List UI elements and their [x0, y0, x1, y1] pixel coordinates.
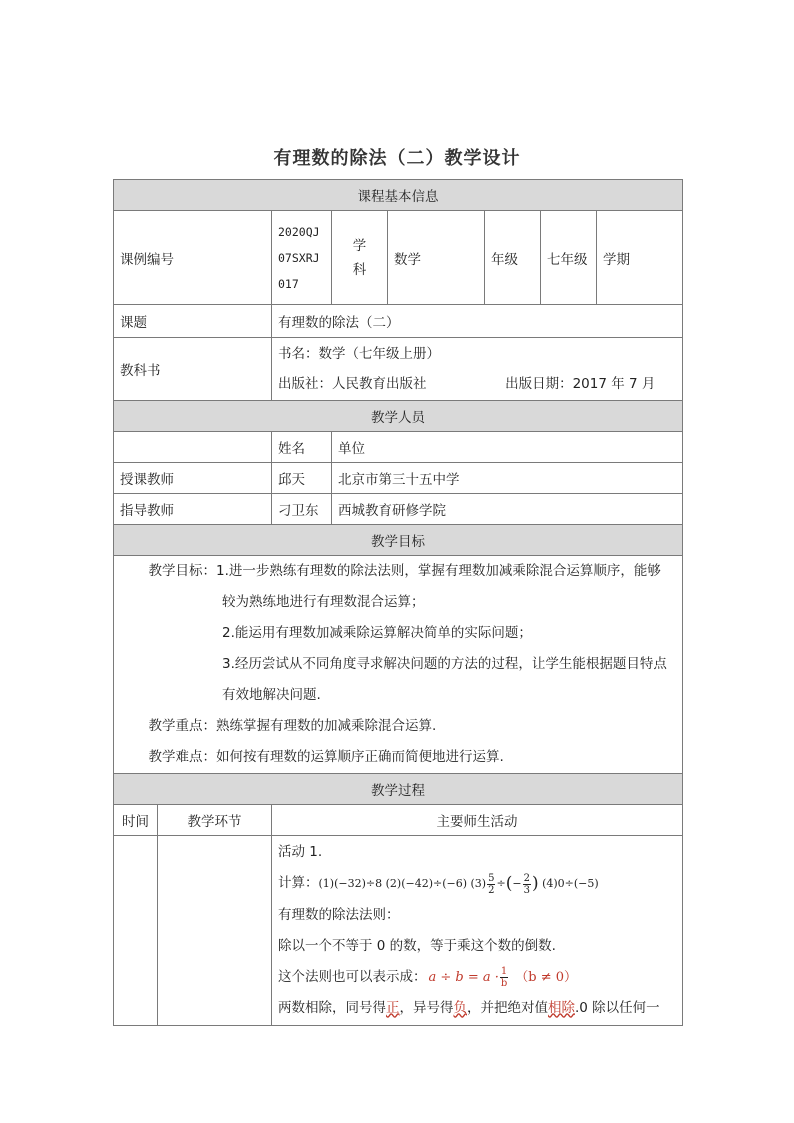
- textbook-row: [114, 338, 683, 401]
- difficulty: 如何按有理数的运算顺序正确而简便地进行运算.: [216, 749, 504, 765]
- goal-1-cont: 较为熟练地进行有理数混合运算；: [222, 594, 425, 610]
- rule-3: 两数相除，同号得正，异号得负，并把绝对值相除.0 除以任何一: [278, 999, 660, 1016]
- goal-1: 1.进一步熟练有理数的除法法则，掌握有理数加减乘除混合运算顺序，能够: [216, 563, 661, 579]
- staff-row: [114, 494, 683, 525]
- grade-value: 七年级: [541, 211, 597, 305]
- staff-name: 刁卫东: [272, 494, 332, 525]
- calc-line: 计算：(1)(−32)÷8 (2)(−42)÷(−6) (3) $\frac{5}{2}$ ÷(− $\frac{2}{3}$ ) (4)0÷(−5): [278, 872, 599, 896]
- staff-name: 邱天: [272, 463, 332, 494]
- lesson-plan-table: [113, 179, 683, 1026]
- stage-cell: [158, 836, 272, 1026]
- key-point: 熟练掌握有理数的加减乘除混合运算.: [216, 718, 437, 734]
- section-staff: [114, 401, 683, 432]
- staff-unit-header: 单位: [332, 432, 683, 463]
- fraction: $\frac{2}{3}$: [523, 872, 530, 896]
- subject-value: 数学: [388, 211, 485, 305]
- topic-row: [114, 305, 683, 338]
- staff-unit: 北京市第三十五中学: [332, 463, 683, 494]
- textbook-publisher: 出版社：人民教育出版社: [278, 376, 427, 392]
- goals-row: [114, 556, 683, 774]
- rule-2: 这个法则也可以表示成： a ÷ b = a · $\frac{1}{b}$ （b ≠ 0）: [278, 965, 578, 989]
- subject-label: 学 科: [332, 211, 388, 305]
- goal-2: 2.能运用有理数加减乘除运算解决简单的实际问题；: [222, 625, 532, 641]
- staff-role: 授课教师: [114, 463, 272, 494]
- key-point-label: 教学重点：: [148, 718, 216, 734]
- rule-1: 除以一个不等于 0 的数，等于乘这个数的倒数.: [278, 937, 556, 954]
- rule-title: 有理数的除法法则：: [278, 906, 400, 923]
- section-process: [114, 774, 683, 805]
- code-label: 课例编号: [114, 211, 272, 305]
- time-cell: [114, 836, 158, 1026]
- section-header: 教学目标: [114, 525, 683, 556]
- goals-label: 教学目标：: [148, 563, 216, 579]
- goals-content: [114, 556, 683, 774]
- staff-header-row: [114, 432, 683, 463]
- process-row: [114, 836, 683, 1026]
- goal-3: 3.经历尝试从不同角度寻求解决问题的方法的过程，让学生能根据题目特点: [222, 656, 667, 672]
- division-formula: a ÷ b = a · $\frac{1}{b}$ （b ≠ 0）: [428, 965, 578, 989]
- difficulty-label: 教学难点：: [148, 749, 216, 765]
- activity-content: [272, 836, 683, 1026]
- term-cell: [597, 211, 683, 305]
- expr-1: (−32)÷8: [334, 877, 383, 891]
- textbook-name: 书名：数学（七年级上册）: [278, 346, 440, 362]
- section-header: 教学过程: [114, 774, 683, 805]
- topic-value: 有理数的除法（二）: [272, 305, 683, 338]
- document-title: 有理数的除法（二）教学设计: [273, 148, 521, 169]
- course-code: 2020QJ 07SXRJ 017: [272, 211, 332, 305]
- term-label: 学期: [603, 251, 630, 268]
- activity-title: 活动 1.: [278, 844, 323, 861]
- section-basic-info: [114, 180, 683, 211]
- staff-name-header: 姓名: [272, 432, 332, 463]
- textbook-date: 出版日期：2017 年 7 月: [505, 376, 656, 392]
- activity-header: 主要师生活动: [272, 805, 683, 836]
- expr-4: 0÷(−5): [557, 877, 599, 891]
- expr-2: (−42)÷(−6): [401, 877, 468, 891]
- staff-role: 指导教师: [114, 494, 272, 525]
- textbook-info: [272, 338, 683, 401]
- section-goals: [114, 525, 683, 556]
- stage-header: 教学环节: [158, 805, 272, 836]
- course-info-row: [114, 211, 683, 305]
- goal-3-cont: 有效地解决问题.: [222, 687, 321, 703]
- staff-unit: 西城教育研修学院: [332, 494, 683, 525]
- section-header: 课程基本信息: [114, 180, 683, 211]
- grade-label: 年级: [485, 211, 541, 305]
- topic-label: 课题: [114, 305, 272, 338]
- staff-row: [114, 463, 683, 494]
- process-header-row: [114, 805, 683, 836]
- time-header: 时间: [114, 805, 158, 836]
- fraction: $\frac{5}{2}$: [488, 872, 495, 896]
- textbook-label: 教科书: [114, 338, 272, 401]
- section-header: 教学人员: [114, 401, 683, 432]
